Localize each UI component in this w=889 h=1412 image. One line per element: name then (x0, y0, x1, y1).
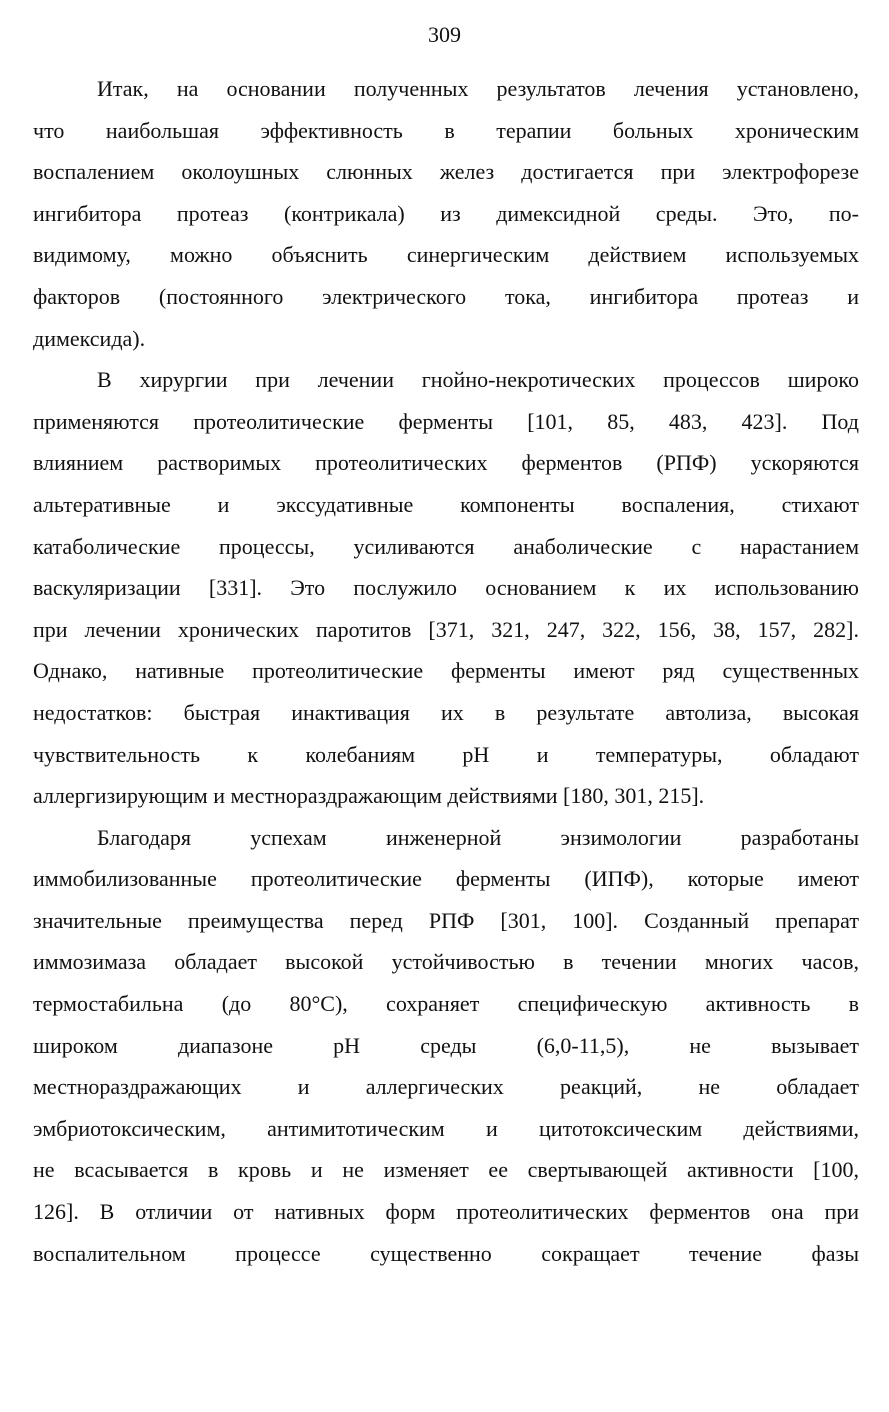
text-line: недостатков: быстрая инактивация их в результате автолиза, высокая (33, 699, 859, 725)
text-line: влиянием растворимых протеолитических ферментов (РПФ) ускоряются (33, 450, 859, 476)
body-text (33, 68, 859, 1274)
text-line: значительные преимущества перед РПФ [301, 100]. Созданный препарат (33, 907, 859, 933)
text-line: не всасывается в кровь и не изменяет ее свертывающей активности [100, (33, 1157, 859, 1183)
text-line: термостабильна (до 80°С), сохраняет специфическую активность в (33, 991, 859, 1017)
text-line: В хирургии при лечении гнойно-некротических процессов широко (97, 367, 859, 393)
text-line: Благодаря успехам инженерной энзимологии разработаны (97, 824, 859, 850)
text-line: чувствительность к колебаниям pH и температуры, обладают (33, 741, 859, 767)
text-line: иммобилизованные протеолитические ферменты (ИПФ), которые имеют (33, 866, 859, 892)
text-line: Однако, нативные протеолитические ферменты имеют ряд существенных (33, 658, 859, 684)
text-line: при лечении хронических паротитов [371, 321, 247, 322, 156, 38, 157, 282]. (33, 616, 859, 642)
text-line: аллергизирующим и местнораздражающим действиями [180, 301, 215]. (33, 783, 705, 809)
text-line: воспалением околоушных слюнных желез достигается при электрофорезе (33, 159, 859, 185)
text-line: эмбриотоксическим, антимитотическим и цитотоксическим действиями, (33, 1115, 859, 1141)
text-line: альтеративные и экссудативные компоненты воспаления, стихают (33, 491, 859, 517)
text-line: димексида). (33, 325, 146, 351)
text-line: применяются протеолитические ферменты [101, 85, 483, 423]. Под (33, 408, 859, 434)
page-number: 309 (428, 22, 461, 47)
text-line: видимому, можно объяснить синергическим действием используемых (33, 242, 859, 268)
text-line: местнораздражающих и аллергических реакций, не обладает (33, 1074, 859, 1100)
text-line: воспалительном процессе существенно сокращает течение фазы (33, 1240, 859, 1266)
text-line: широком диапазоне pH среды (6,0-11,5), не вызывает (33, 1032, 859, 1058)
text-line: катаболические процессы, усиливаются анаболические с нарастанием (33, 533, 859, 559)
text-line: Итак, на основании полученных результатов лечения установлено, (97, 76, 859, 101)
text-line: что наибольшая эффективность в терапии больных хроническим (33, 117, 859, 143)
text-line: иммозимаза обладает высокой устойчивостью в течении многих часов, (33, 949, 859, 975)
text-line: ингибитора протеаз (контрикала) из димексидной среды. Это, по- (33, 200, 859, 226)
text-line: васкуляризации [331]. Это послужило основанием к их использованию (33, 575, 859, 601)
text-line: 126]. В отличии от нативных форм протеолитических ферментов она при (33, 1199, 859, 1225)
text-line: факторов (постоянного электрического тока, ингибитора протеаз и (33, 283, 859, 309)
